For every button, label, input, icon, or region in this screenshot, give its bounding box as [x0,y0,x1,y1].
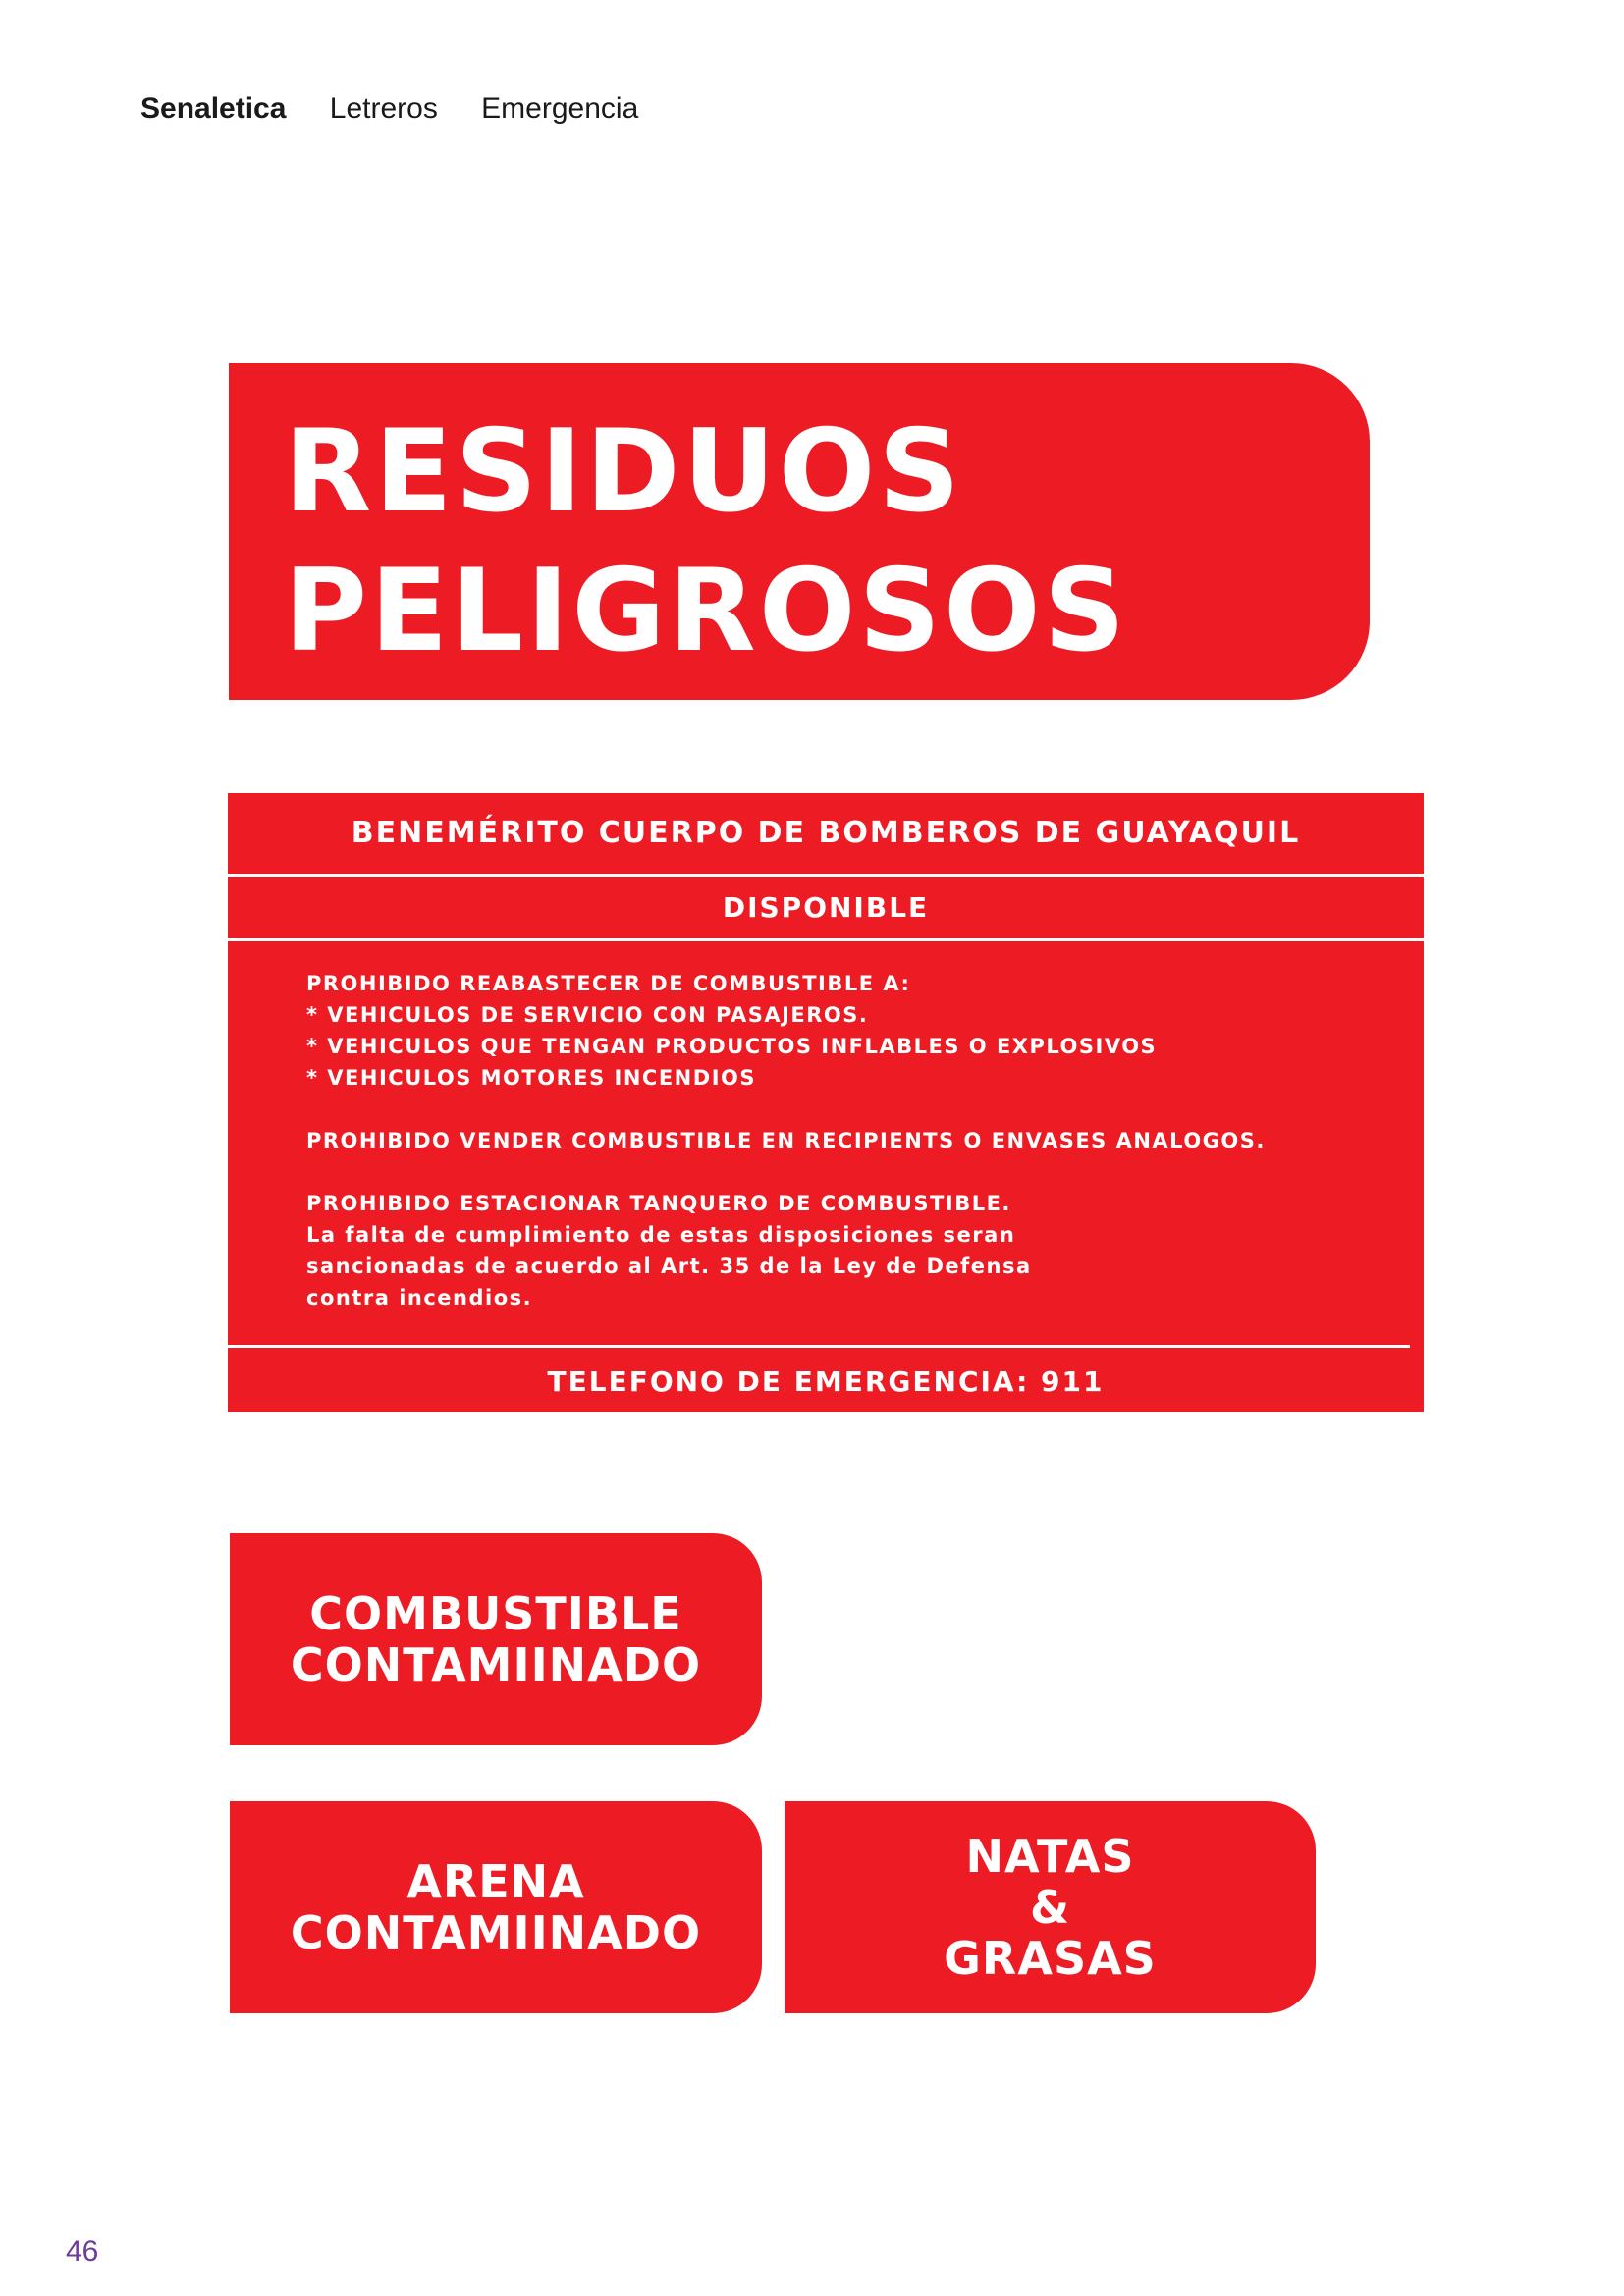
breadcrumb-item-emergencia[interactable]: Emergencia [481,92,639,125]
sign-line-1: COMBUSTIBLE [309,1587,682,1640]
spacer [306,1156,1396,1188]
organization-name: BENEMÉRITO CUERPO DE BOMBEROS DE GUAYAQUIL [351,815,1301,850]
divider [228,938,1424,941]
regulation-line: PROHIBIDO ESTACIONAR TANQUERO DE COMBUSTIBLE. [306,1192,1011,1215]
regulation-line: PROHIBIDO VENDER COMBUSTIBLE EN RECIPIENTS O ENVASES ANALOGOS. [306,1129,1266,1152]
sign-line-2: CONTAMIINADO [290,1906,702,1959]
regulation-line: * VEHICULOS QUE TENGAN PRODUCTOS INFLABLES O EXPLOSIVOS [306,1035,1158,1058]
spacer [306,1094,1396,1125]
sign-line-3: GRASAS [944,1932,1157,1985]
status-label: DISPONIBLE [722,890,930,924]
breadcrumb-item-senaletica[interactable]: Senaletica [140,92,287,125]
regulation-line: sancionadas de acuerdo al Art. 35 de la Ley de Defensa [306,1255,1032,1278]
divider [228,874,1424,877]
emergency-phone: TELEFONO DE EMERGENCIA: 911 [547,1364,1105,1398]
sign-line-1: ARENA [406,1855,585,1908]
page-number: 46 [66,2235,99,2268]
regulation-line: * VEHICULOS MOTORES INCENDIOS [306,1066,756,1090]
residuos-peligrosos-sign [229,363,1370,700]
regulations-text [306,968,1396,1313]
divider [228,1345,1410,1348]
regulation-line: PROHIBIDO REABASTECER DE COMBUSTIBLE A: [306,972,911,995]
sign-line-2: & [1029,1881,1071,1934]
regulations-panel [228,793,1424,1412]
regulation-line: * VEHICULOS DE SERVICIO CON PASAJEROS. [306,1003,869,1027]
sign-line-2: CONTAMIINADO [290,1638,702,1691]
title-line-2: PELIGROSOS [284,545,1129,677]
regulation-line: contra incendios. [306,1286,533,1309]
breadcrumb [140,92,674,126]
combustible-contaminado-sign [230,1533,762,1745]
title-line-1: RESIDUOS [284,405,963,538]
sign-line-1: NATAS [965,1830,1135,1883]
breadcrumb-item-letreros[interactable]: Letreros [329,92,438,125]
regulation-line: La falta de cumplimiento de estas disposiciones seran [306,1223,1016,1247]
arena-contaminado-sign [230,1801,762,2013]
natas-grasas-sign [785,1801,1316,2013]
